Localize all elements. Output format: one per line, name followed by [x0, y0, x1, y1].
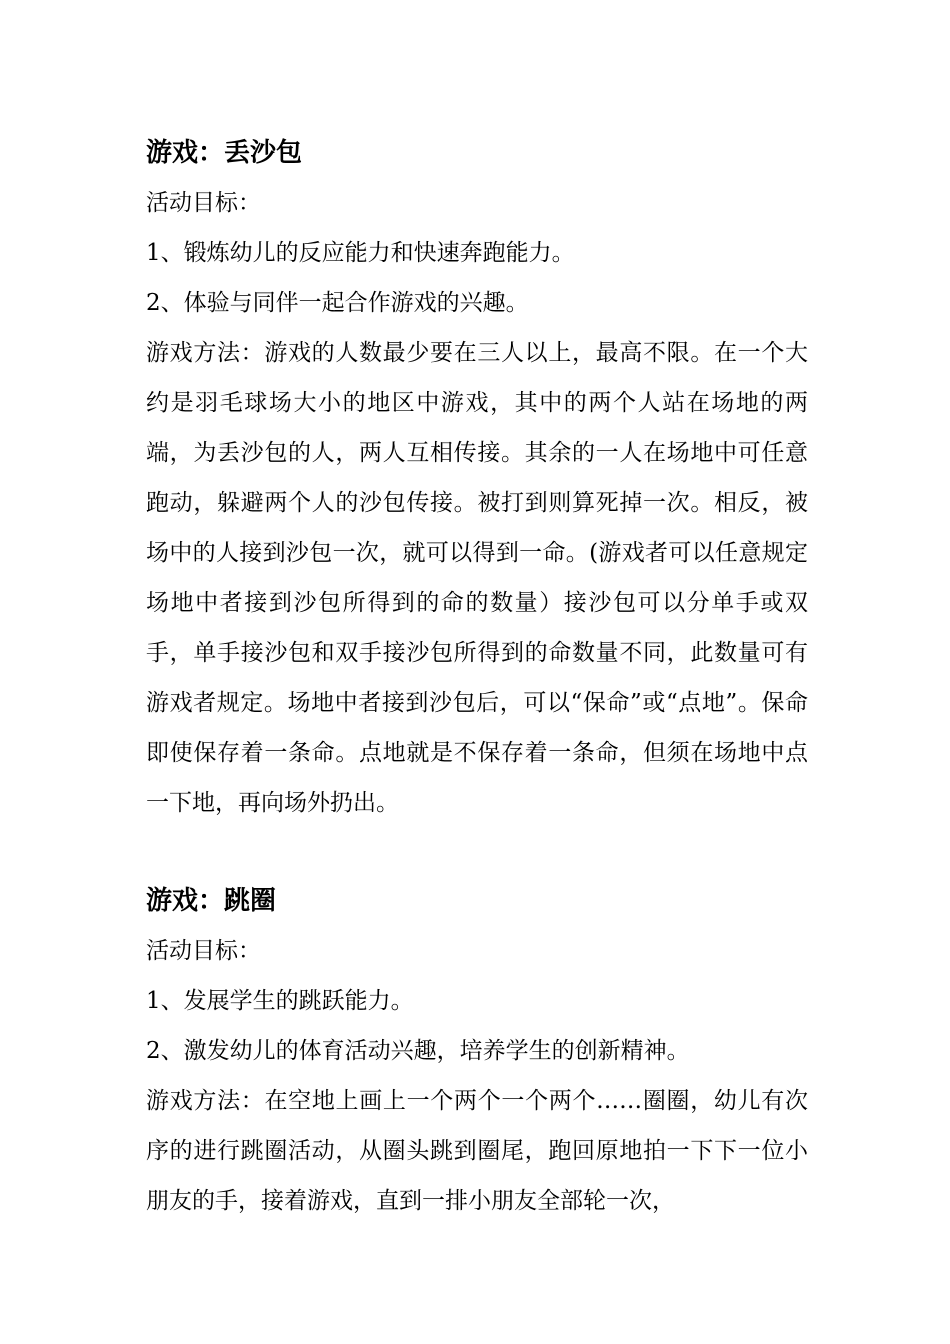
- goal-item: 2、激发幼儿的体育活动兴趣，培养学生的创新精神。: [146, 1038, 690, 1064]
- game-section-jump-circle: [146, 876, 808, 1226]
- document-body: [146, 128, 808, 1226]
- goal-item: 2、体验与同伴一起合作游戏的兴趣。: [146, 290, 529, 316]
- section-title: 游戏：跳圈: [146, 886, 277, 916]
- goal-item: 1、发展学生的跳跃能力。: [146, 988, 414, 1014]
- goal-label: 活动目标：: [146, 190, 261, 216]
- goal-label: 活动目标：: [146, 938, 261, 964]
- method-paragraph: 游戏方法：在空地上画上一个两个一个两个……圈圈，幼儿有次序的进行跳圈活动，从圈头跳到圈尾，跑回原地拍一下下一位小朋友的手，接着游戏，直到一排小朋友全部轮一次，: [146, 1088, 808, 1214]
- section-title: 游戏：丢沙包: [146, 138, 303, 168]
- goal-item: 1、锻炼幼儿的反应能力和快速奔跑能力。: [146, 240, 575, 266]
- method-paragraph: 游戏方法：游戏的人数最少要在三人以上，最高不限。在一个大约是羽毛球场大小的地区中游戏，其中的两个人站在场地的两端，为丢沙包的人，两人互相传接。其余的一人在场地中可任意跑动，躲避两个人的沙包传接。被打到则算死掉一次。相反，被场中的人接到沙包一次，就可以得到一命。(游戏者可以任意规定场地中者接到沙包所得到的命的数量）接沙包可以分单手或双手，单手接沙包和双手接沙包所得到的命数量不同，此数量可有游戏者规定。场地中者接到沙包后，可以“保命”或“点地”。保命即使保存着一条命。点地就是不保存着一条命，但须在场地中点一下地，再向场外扔出。: [146, 340, 808, 816]
- game-section-sandbag: [146, 128, 808, 828]
